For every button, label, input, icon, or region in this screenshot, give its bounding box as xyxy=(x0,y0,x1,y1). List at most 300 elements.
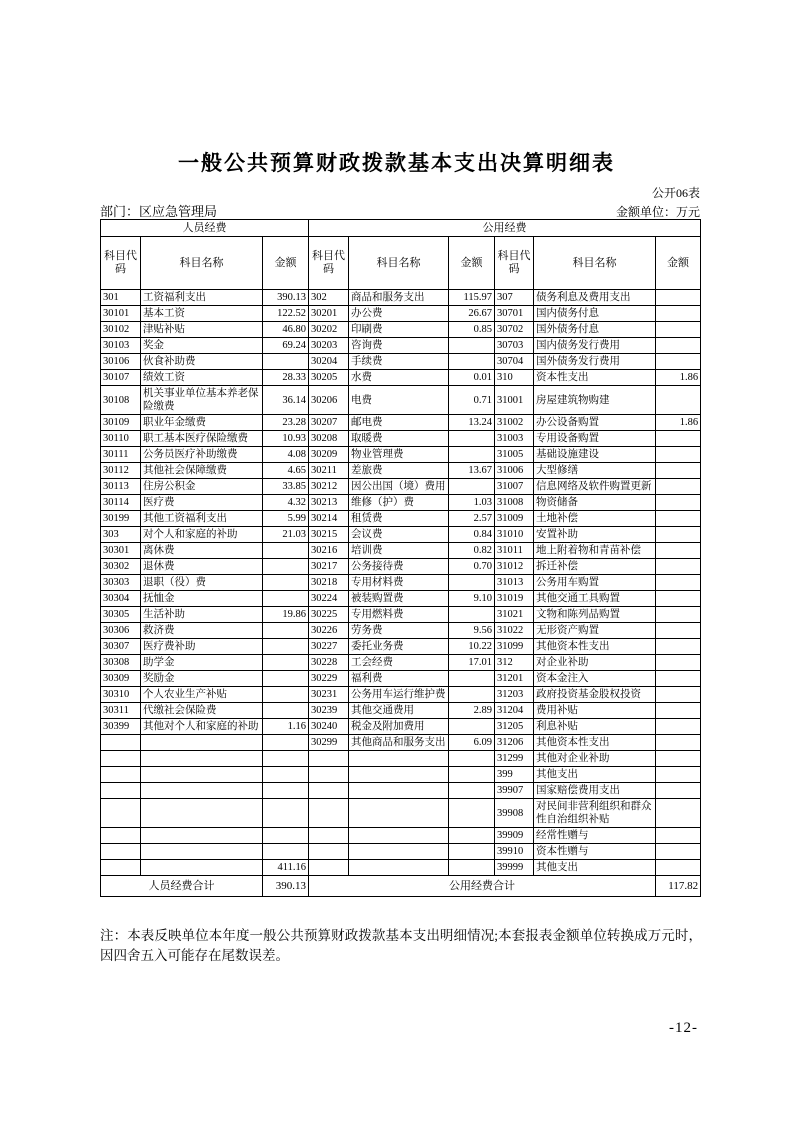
cell-code: 31013 xyxy=(495,575,534,591)
cell-name: 其他社会保障缴费 xyxy=(141,463,263,479)
cell-code: 39999 xyxy=(495,860,534,876)
cell-code xyxy=(309,767,349,783)
cell-code: 30201 xyxy=(309,306,349,322)
cell-name xyxy=(349,767,449,783)
cell-amount xyxy=(449,719,495,735)
cell-amount: 115.97 xyxy=(449,290,495,306)
cell-code: 30702 xyxy=(495,322,534,338)
cell-amount xyxy=(263,735,309,751)
cell-amount xyxy=(263,575,309,591)
form-code-label: 公开06表 xyxy=(651,186,700,200)
cell-name: 住房公积金 xyxy=(141,479,263,495)
cell-name: 商品和服务支出 xyxy=(349,290,449,306)
cell-code xyxy=(309,860,349,876)
cell-amount xyxy=(656,463,701,479)
cell-code: 30310 xyxy=(101,687,141,703)
cell-name: 差旅费 xyxy=(349,463,449,479)
cell-amount: 0.71 xyxy=(449,386,495,415)
cell-code: 30311 xyxy=(101,703,141,719)
cell-name xyxy=(141,767,263,783)
table-body xyxy=(101,290,701,876)
cell-name: 资本性赠与 xyxy=(534,844,656,860)
cell-code: 31201 xyxy=(495,671,534,687)
cell-code: 39907 xyxy=(495,783,534,799)
table-row xyxy=(101,639,701,655)
cell-code: 30107 xyxy=(101,370,141,386)
cell-code: 30703 xyxy=(495,338,534,354)
cell-amount xyxy=(656,751,701,767)
cell-name: 绩效工资 xyxy=(141,370,263,386)
cell-name xyxy=(141,828,263,844)
cell-code: 30299 xyxy=(309,735,349,751)
page-title: 一般公共预算财政拨款基本支出决算明细表 xyxy=(178,152,615,175)
cell-amount xyxy=(263,559,309,575)
cell-code: 30304 xyxy=(101,591,141,607)
cell-name: 文物和陈列品购置 xyxy=(534,607,656,623)
cell-amount xyxy=(656,354,701,370)
cell-code: 30207 xyxy=(309,415,349,431)
cell-name: 基础设施建设 xyxy=(534,447,656,463)
cell-name xyxy=(141,735,263,751)
cell-name: 其他对个人和家庭的补助 xyxy=(141,719,263,735)
cell-amount: 28.33 xyxy=(263,370,309,386)
table-row xyxy=(101,591,701,607)
cell-amount: 1.86 xyxy=(656,370,701,386)
cell-name xyxy=(141,799,263,828)
cell-amount xyxy=(656,799,701,828)
cell-amount xyxy=(656,575,701,591)
table-row xyxy=(101,511,701,527)
cell-code: 30701 xyxy=(495,306,534,322)
cell-amount xyxy=(263,671,309,687)
table-row xyxy=(101,703,701,719)
table-row xyxy=(101,783,701,799)
cell-amount xyxy=(656,479,701,495)
cell-name: 退职（役）费 xyxy=(141,575,263,591)
cell-name: 邮电费 xyxy=(349,415,449,431)
cell-name: 伙食补助费 xyxy=(141,354,263,370)
cell-name: 基本工资 xyxy=(141,306,263,322)
cell-code: 30109 xyxy=(101,415,141,431)
table-row xyxy=(101,370,701,386)
cell-name: 资本性支出 xyxy=(534,370,656,386)
cell-amount xyxy=(263,655,309,671)
cell-name: 因公出国（境）费用 xyxy=(349,479,449,495)
cell-amount xyxy=(656,495,701,511)
cell-name: 救济费 xyxy=(141,623,263,639)
cell-code: 30229 xyxy=(309,671,349,687)
cell-amount: 17.01 xyxy=(449,655,495,671)
cell-amount: 0.70 xyxy=(449,559,495,575)
public-total-label: 公用经费合计 xyxy=(309,876,656,897)
cell-amount xyxy=(263,591,309,607)
cell-name: 公务用车运行维护费 xyxy=(349,687,449,703)
cell-code: 31019 xyxy=(495,591,534,607)
table-row xyxy=(101,495,701,511)
cell-name: 其他资本性支出 xyxy=(534,735,656,751)
cell-amount xyxy=(263,751,309,767)
cell-name: 水费 xyxy=(349,370,449,386)
cell-name: 房屋建筑物购建 xyxy=(534,386,656,415)
cell-amount: 4.65 xyxy=(263,463,309,479)
cell-name: 手续费 xyxy=(349,354,449,370)
cell-code: 30204 xyxy=(309,354,349,370)
table-footer xyxy=(101,876,701,897)
cell-name: 被装购置费 xyxy=(349,591,449,607)
cell-amount xyxy=(263,767,309,783)
cell-name: 职工基本医疗保险缴费 xyxy=(141,431,263,447)
cell-code: 30704 xyxy=(495,354,534,370)
cell-name: 债务利息及费用支出 xyxy=(534,290,656,306)
cell-name xyxy=(349,828,449,844)
table-row xyxy=(101,463,701,479)
cell-amount xyxy=(656,559,701,575)
table-row xyxy=(101,527,701,543)
cell-name: 拆迁补偿 xyxy=(534,559,656,575)
table-row xyxy=(101,306,701,322)
cell-amount xyxy=(263,703,309,719)
cell-amount xyxy=(449,799,495,828)
table-row xyxy=(101,828,701,844)
cell-name: 对企业补助 xyxy=(534,655,656,671)
table-row xyxy=(101,338,701,354)
cell-code: 30110 xyxy=(101,431,141,447)
cell-amount xyxy=(449,767,495,783)
cell-amount xyxy=(656,431,701,447)
cell-amount xyxy=(656,703,701,719)
cell-amount: 33.85 xyxy=(263,479,309,495)
amount-unit-label: 金额单位：万元 xyxy=(615,205,700,219)
personnel-group-header: 人员经费 xyxy=(101,220,309,237)
table-row xyxy=(101,575,701,591)
personnel-total-label: 人员经费合计 xyxy=(101,876,263,897)
cell-code: 30399 xyxy=(101,719,141,735)
cell-name: 其他工资福利支出 xyxy=(141,511,263,527)
cell-amount xyxy=(263,354,309,370)
cell-code: 307 xyxy=(495,290,534,306)
cell-name xyxy=(349,783,449,799)
cell-code: 30215 xyxy=(309,527,349,543)
amount-column-header: 金额 xyxy=(263,237,309,290)
cell-name: 咨询费 xyxy=(349,338,449,354)
amount-column-header: 金额 xyxy=(656,237,701,290)
cell-amount xyxy=(656,447,701,463)
cell-name xyxy=(349,844,449,860)
cell-name: 其他对企业补助 xyxy=(534,751,656,767)
cell-name: 印刷费 xyxy=(349,322,449,338)
cell-name: 办公费 xyxy=(349,306,449,322)
cell-code: 30213 xyxy=(309,495,349,511)
cell-amount xyxy=(656,828,701,844)
cell-amount xyxy=(656,860,701,876)
cell-name: 培训费 xyxy=(349,543,449,559)
footnote: 注：本表反映单位本年度一般公共预算财政拨款基本支出明细情况;本套报表金额单位转换成万元时，因四舍五入可能存在尾数误差。 xyxy=(100,928,702,963)
public-total-amount: 117.82 xyxy=(656,876,701,897)
table-row xyxy=(101,290,701,306)
cell-amount xyxy=(656,511,701,527)
cell-name: 电费 xyxy=(349,386,449,415)
cell-amount xyxy=(449,431,495,447)
cell-amount xyxy=(263,543,309,559)
cell-name: 抚恤金 xyxy=(141,591,263,607)
table-row xyxy=(101,431,701,447)
cell-code: 31021 xyxy=(495,607,534,623)
cell-name: 津贴补贴 xyxy=(141,322,263,338)
cell-amount: 46.80 xyxy=(263,322,309,338)
cell-amount: 21.03 xyxy=(263,527,309,543)
cell-code xyxy=(101,767,141,783)
cell-code: 30226 xyxy=(309,623,349,639)
table-row xyxy=(101,623,701,639)
cell-name: 国内债务付息 xyxy=(534,306,656,322)
cell-code: 30217 xyxy=(309,559,349,575)
cell-name: 无形资产购置 xyxy=(534,623,656,639)
cell-name: 奖励金 xyxy=(141,671,263,687)
cell-code: 399 xyxy=(495,767,534,783)
cell-amount xyxy=(449,479,495,495)
cell-amount xyxy=(656,306,701,322)
cell-amount xyxy=(449,575,495,591)
cell-code: 30114 xyxy=(101,495,141,511)
cell-amount xyxy=(449,607,495,623)
cell-name: 公务员医疗补助缴费 xyxy=(141,447,263,463)
cell-code: 30309 xyxy=(101,671,141,687)
cell-code: 30205 xyxy=(309,370,349,386)
cell-code: 310 xyxy=(495,370,534,386)
table-row xyxy=(101,735,701,751)
cell-amount xyxy=(263,639,309,655)
cell-amount: 36.14 xyxy=(263,386,309,415)
cell-name: 地上附着物和青苗补偿 xyxy=(534,543,656,559)
cell-name: 离休费 xyxy=(141,543,263,559)
cell-code: 31299 xyxy=(495,751,534,767)
cell-code: 31010 xyxy=(495,527,534,543)
cell-name: 税金及附加费用 xyxy=(349,719,449,735)
cell-amount: 2.89 xyxy=(449,703,495,719)
cell-name: 国内债务发行费用 xyxy=(534,338,656,354)
cell-code xyxy=(101,828,141,844)
cell-code: 39908 xyxy=(495,799,534,828)
cell-amount xyxy=(449,338,495,354)
cell-code: 30206 xyxy=(309,386,349,415)
cell-code: 31203 xyxy=(495,687,534,703)
cell-code: 30199 xyxy=(101,511,141,527)
cell-amount xyxy=(656,671,701,687)
cell-amount: 1.03 xyxy=(449,495,495,511)
cell-amount xyxy=(449,828,495,844)
totals-row xyxy=(101,876,701,897)
cell-code: 30202 xyxy=(309,322,349,338)
cell-name: 医疗费补助 xyxy=(141,639,263,655)
cell-name: 其他交通工具购置 xyxy=(534,591,656,607)
cell-code xyxy=(309,844,349,860)
cell-amount: 0.84 xyxy=(449,527,495,543)
cell-code xyxy=(101,735,141,751)
cell-amount xyxy=(656,844,701,860)
cell-code: 39910 xyxy=(495,844,534,860)
table-row xyxy=(101,844,701,860)
table-row xyxy=(101,860,701,876)
cell-code: 30239 xyxy=(309,703,349,719)
cell-amount xyxy=(656,767,701,783)
cell-code xyxy=(101,783,141,799)
cell-code: 30240 xyxy=(309,719,349,735)
cell-name: 其他资本性支出 xyxy=(534,639,656,655)
cell-amount: 411.16 xyxy=(263,860,309,876)
cell-amount xyxy=(656,386,701,415)
cell-name: 机关事业单位基本养老保险缴费 xyxy=(141,386,263,415)
cell-code xyxy=(101,860,141,876)
cell-amount xyxy=(263,799,309,828)
cell-code: 30101 xyxy=(101,306,141,322)
cell-code: 31005 xyxy=(495,447,534,463)
cell-name xyxy=(349,860,449,876)
table-row xyxy=(101,543,701,559)
cell-amount: 69.24 xyxy=(263,338,309,354)
cell-amount xyxy=(263,828,309,844)
cell-name: 其他交通费用 xyxy=(349,703,449,719)
page-number: -12- xyxy=(669,1020,698,1036)
cell-amount xyxy=(449,844,495,860)
cell-amount xyxy=(656,290,701,306)
cell-name: 维修（护）费 xyxy=(349,495,449,511)
name-column-header: 科目名称 xyxy=(534,237,656,290)
cell-code: 31205 xyxy=(495,719,534,735)
code-column-header: 科目代码 xyxy=(309,237,349,290)
cell-name: 个人农业生产补贴 xyxy=(141,687,263,703)
cell-code: 30224 xyxy=(309,591,349,607)
cell-amount: 1.16 xyxy=(263,719,309,735)
table-row xyxy=(101,322,701,338)
cell-amount: 13.24 xyxy=(449,415,495,431)
cell-amount xyxy=(656,338,701,354)
cell-code: 301 xyxy=(101,290,141,306)
cell-code: 31022 xyxy=(495,623,534,639)
table-row xyxy=(101,719,701,735)
name-column-header: 科目名称 xyxy=(349,237,449,290)
table-row xyxy=(101,607,701,623)
cell-name: 国家赔偿费用支出 xyxy=(534,783,656,799)
cell-code: 31002 xyxy=(495,415,534,431)
cell-amount xyxy=(263,687,309,703)
cell-name: 租赁费 xyxy=(349,511,449,527)
cell-amount: 0.01 xyxy=(449,370,495,386)
cell-name: 专用燃料费 xyxy=(349,607,449,623)
cell-name: 退休费 xyxy=(141,559,263,575)
cell-amount: 5.99 xyxy=(263,511,309,527)
cell-code: 30111 xyxy=(101,447,141,463)
cell-code: 39909 xyxy=(495,828,534,844)
personnel-total-amount: 390.13 xyxy=(263,876,309,897)
table-row xyxy=(101,479,701,495)
cell-amount xyxy=(656,639,701,655)
cell-amount: 0.85 xyxy=(449,322,495,338)
cell-code: 30106 xyxy=(101,354,141,370)
name-column-header: 科目名称 xyxy=(141,237,263,290)
cell-name: 职业年金缴费 xyxy=(141,415,263,431)
cell-code: 30302 xyxy=(101,559,141,575)
cell-name: 国外债务付息 xyxy=(534,322,656,338)
cell-name xyxy=(349,751,449,767)
cell-name: 安置补助 xyxy=(534,527,656,543)
cell-code: 31009 xyxy=(495,511,534,527)
cell-amount xyxy=(656,623,701,639)
cell-amount xyxy=(449,687,495,703)
table-row xyxy=(101,671,701,687)
cell-code: 31012 xyxy=(495,559,534,575)
cell-code: 30212 xyxy=(309,479,349,495)
cell-amount xyxy=(656,591,701,607)
cell-name: 工会经费 xyxy=(349,655,449,671)
cell-name: 物业管理费 xyxy=(349,447,449,463)
cell-code xyxy=(309,828,349,844)
cell-code: 31008 xyxy=(495,495,534,511)
cell-amount: 10.22 xyxy=(449,639,495,655)
cell-amount xyxy=(263,844,309,860)
cell-code: 30102 xyxy=(101,322,141,338)
cell-code: 30214 xyxy=(309,511,349,527)
cell-amount: 9.56 xyxy=(449,623,495,639)
cell-code: 30307 xyxy=(101,639,141,655)
cell-name: 其他支出 xyxy=(534,767,656,783)
cell-amount xyxy=(656,322,701,338)
cell-amount xyxy=(263,783,309,799)
table-row xyxy=(101,354,701,370)
cell-code xyxy=(309,799,349,828)
cell-name: 信息网络及软件购置更新 xyxy=(534,479,656,495)
cell-code: 30211 xyxy=(309,463,349,479)
cell-code: 30113 xyxy=(101,479,141,495)
table-row xyxy=(101,447,701,463)
cell-code: 31003 xyxy=(495,431,534,447)
cell-code: 312 xyxy=(495,655,534,671)
cell-amount: 122.52 xyxy=(263,306,309,322)
cell-name: 对个人和家庭的补助 xyxy=(141,527,263,543)
cell-code: 30103 xyxy=(101,338,141,354)
cell-code: 30225 xyxy=(309,607,349,623)
cell-name: 专用设备购置 xyxy=(534,431,656,447)
cell-amount: 19.86 xyxy=(263,607,309,623)
cell-amount: 6.09 xyxy=(449,735,495,751)
cell-amount: 4.32 xyxy=(263,495,309,511)
table-row xyxy=(101,751,701,767)
table-row xyxy=(101,799,701,828)
cell-amount xyxy=(449,671,495,687)
cell-name: 物资储备 xyxy=(534,495,656,511)
column-header-row xyxy=(101,237,701,290)
cell-name: 大型修缮 xyxy=(534,463,656,479)
public-group-header: 公用经费 xyxy=(309,220,701,237)
cell-code: 302 xyxy=(309,290,349,306)
cell-amount xyxy=(449,783,495,799)
table-row xyxy=(101,386,701,415)
cell-name: 土地补偿 xyxy=(534,511,656,527)
cell-name: 公务用车购置 xyxy=(534,575,656,591)
cell-name: 国外债务发行费用 xyxy=(534,354,656,370)
cell-amount: 0.82 xyxy=(449,543,495,559)
cell-amount: 9.10 xyxy=(449,591,495,607)
cell-code: 30108 xyxy=(101,386,141,415)
cell-name xyxy=(141,860,263,876)
cell-name: 助学金 xyxy=(141,655,263,671)
cell-amount: 2.57 xyxy=(449,511,495,527)
cell-code: 30112 xyxy=(101,463,141,479)
cell-name: 福利费 xyxy=(349,671,449,687)
cell-amount xyxy=(656,719,701,735)
cell-name: 工资福利支出 xyxy=(141,290,263,306)
cell-name xyxy=(141,844,263,860)
cell-name: 公务接待费 xyxy=(349,559,449,575)
